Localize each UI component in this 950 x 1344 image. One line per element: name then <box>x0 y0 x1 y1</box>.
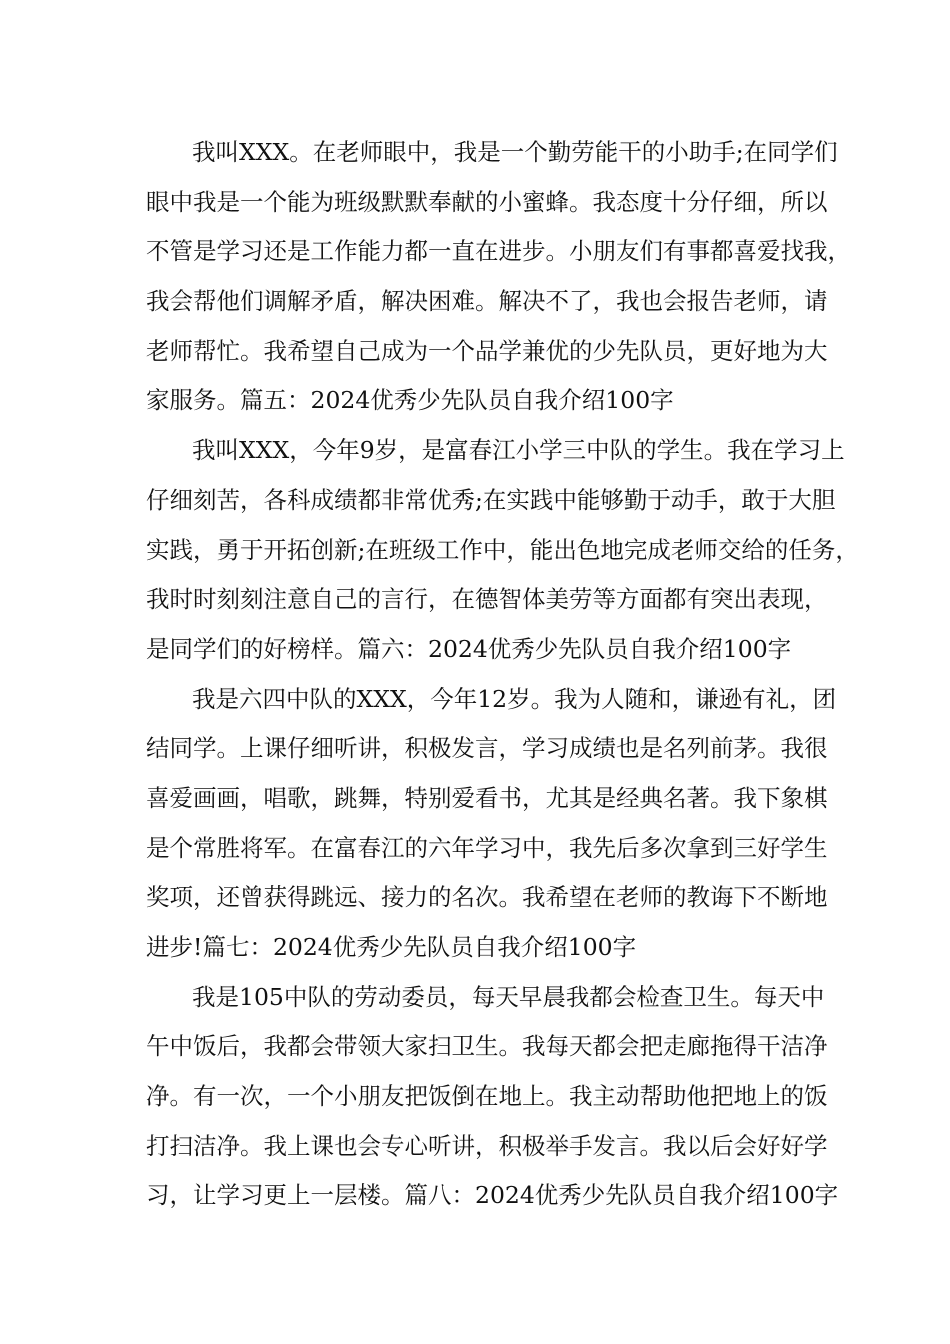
paragraph-line: 我是105中队的劳动委员，每天早晨我都会检查卫生。每天中 <box>192 982 825 1011</box>
paragraph-line: 我时时刻刻注意自己的言行，在德智体美劳等方面都有突出表现， <box>146 585 828 614</box>
paragraph-line: 进步!篇七：2024优秀少先队员自我介绍100字 <box>146 933 637 961</box>
paragraph-4 <box>146 973 839 1221</box>
paragraph-line: 老师帮忙。我希望自己成为一个品学兼优的少先队员，更好地为大 <box>146 336 828 365</box>
paragraph-line: 眼中我是一个能为班级默默奉献的小蜜蜂。我态度十分仔细，所以 <box>146 187 828 216</box>
paragraph-line: 结同学。上课仔细听讲，积极发言，学习成绩也是名列前茅。我很 <box>146 734 828 763</box>
paragraph-line: 仔细刻苦，各科成绩都非常优秀;在实践中能够勤于动手，敢于大胆 <box>146 485 836 514</box>
paragraph-2 <box>146 426 859 674</box>
paragraph-line: 午中饭后，我都会带领大家扫卫生。我每天都会把走廊拖得干洁净 <box>146 1032 828 1061</box>
paragraph-line: 我会帮他们调解矛盾，解决困难。解决不了，我也会报告老师，请 <box>146 287 828 316</box>
paragraph-3 <box>146 675 837 973</box>
paragraph-line: 习，让学习更上一层楼。篇八：2024优秀少先队员自我介绍100字 <box>146 1181 839 1210</box>
paragraph-line: 奖项，还曾获得跳远、接力的名次。我希望在老师的教诲下不断地 <box>146 883 828 912</box>
paragraph-1 <box>146 128 851 426</box>
paragraph-line: 实践，勇于开拓创新;在班级工作中，能出色地完成老师交给的任务， <box>146 535 859 564</box>
paragraph-line: 喜爱画画，唱歌，跳舞，特别爱看书，尤其是经典名著。我下象棋 <box>146 783 828 812</box>
paragraph-line: 净。有一次，一个小朋友把饭倒在地上。我主动帮助他把地上的饭 <box>146 1082 828 1111</box>
paragraph-line: 我叫XXX，今年9岁，是富春江小学三中队的学生。我在学习上 <box>192 436 845 465</box>
paragraph-line: 我是六四中队的XXX，今年12岁。我为人随和，谦逊有礼，团 <box>192 684 837 713</box>
paragraph-line: 打扫洁净。我上课也会专心听讲，积极举手发言。我以后会好好学 <box>146 1131 828 1160</box>
paragraph-line: 家服务。篇五：2024优秀少先队员自我介绍100字 <box>146 386 674 415</box>
paragraph-line: 是个常胜将军。在富春江的六年学习中，我先后多次拿到三好学生 <box>146 833 828 862</box>
paragraph-line: 是同学们的好榜样。篇六：2024优秀少先队员自我介绍100字 <box>146 634 792 663</box>
paragraph-line: 我叫XXX。在老师眼中，我是一个勤劳能干的小助手;在同学们 <box>192 138 838 166</box>
document-body <box>146 128 859 1221</box>
paragraph-line: 不管是学习还是工作能力都一直在进步。小朋友们有事都喜爱找我， <box>146 237 851 266</box>
